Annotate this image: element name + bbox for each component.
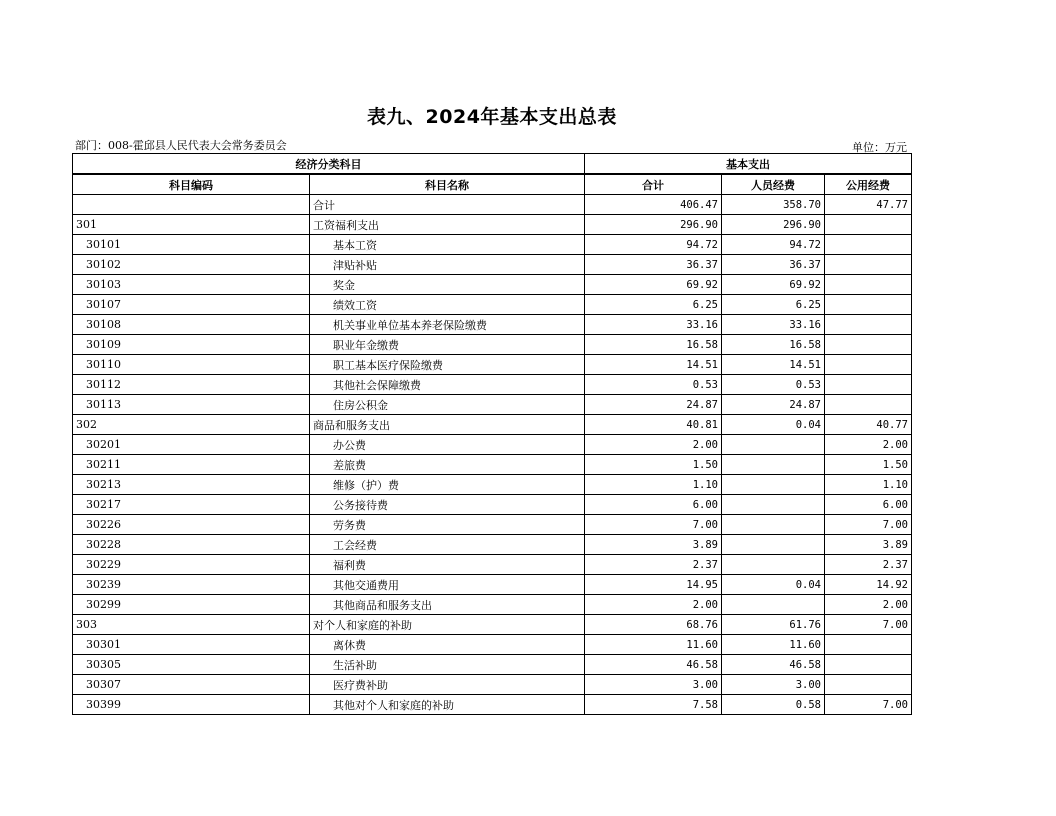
cell-subject-code: 30305 [73, 655, 310, 675]
table-row [73, 235, 912, 255]
header-personnel-expenses: 人员经费 [722, 174, 825, 195]
cell-subject-code: 30201 [73, 435, 310, 455]
table-row [73, 635, 912, 655]
cell-subject-name: 劳务费 [310, 515, 585, 535]
cell-total: 3.00 [585, 675, 722, 695]
cell-total: 40.81 [585, 415, 722, 435]
report-title: 表九、2024年基本支出总表 [367, 106, 617, 128]
header-basic-expenditure: 基本支出 [585, 154, 912, 175]
cell-public-expenses: 40.77 [825, 415, 912, 435]
cell-public-expenses: 2.00 [825, 595, 912, 615]
cell-subject-name: 公务接待费 [310, 495, 585, 515]
cell-total: 46.58 [585, 655, 722, 675]
table-row [73, 335, 912, 355]
cell-subject-name: 离休费 [310, 635, 585, 655]
table-row [73, 315, 912, 335]
cell-total: 406.47 [585, 195, 722, 215]
cell-personnel-expenses: 3.00 [722, 675, 825, 695]
cell-subject-code: 30299 [73, 595, 310, 615]
cell-subject-name: 差旅费 [310, 455, 585, 475]
cell-subject-code: 30226 [73, 515, 310, 535]
cell-public-expenses: 7.00 [825, 515, 912, 535]
table-row [73, 195, 912, 215]
cell-subject-code [73, 195, 310, 215]
header-total: 合计 [585, 174, 722, 195]
cell-public-expenses [825, 635, 912, 655]
table-row [73, 695, 912, 715]
cell-personnel-expenses: 33.16 [722, 315, 825, 335]
cell-public-expenses [825, 375, 912, 395]
cell-personnel-expenses [722, 555, 825, 575]
cell-total: 14.95 [585, 575, 722, 595]
cell-total: 14.51 [585, 355, 722, 375]
cell-public-expenses: 14.92 [825, 575, 912, 595]
table-row [73, 595, 912, 615]
cell-subject-name: 医疗费补助 [310, 675, 585, 695]
cell-subject-code: 30107 [73, 295, 310, 315]
cell-total: 6.25 [585, 295, 722, 315]
cell-total: 3.89 [585, 535, 722, 555]
cell-subject-code: 30211 [73, 455, 310, 475]
cell-subject-code: 30213 [73, 475, 310, 495]
cell-public-expenses: 1.50 [825, 455, 912, 475]
cell-total: 2.37 [585, 555, 722, 575]
cell-total: 2.00 [585, 595, 722, 615]
cell-personnel-expenses [722, 455, 825, 475]
cell-subject-name: 职工基本医疗保险缴费 [310, 355, 585, 375]
cell-subject-name: 职业年金缴费 [310, 335, 585, 355]
cell-personnel-expenses [722, 435, 825, 455]
cell-personnel-expenses: 0.53 [722, 375, 825, 395]
cell-subject-code: 30110 [73, 355, 310, 375]
cell-subject-code: 301 [73, 215, 310, 235]
table-row [73, 295, 912, 315]
cell-subject-name: 基本工资 [310, 235, 585, 255]
cell-public-expenses [825, 675, 912, 695]
cell-public-expenses [825, 275, 912, 295]
table-row [73, 255, 912, 275]
cell-personnel-expenses: 94.72 [722, 235, 825, 255]
table-row [73, 615, 912, 635]
header-public-expenses: 公用经费 [825, 174, 912, 195]
cell-subject-name: 商品和服务支出 [310, 415, 585, 435]
cell-subject-name: 机关事业单位基本养老保险缴费 [310, 315, 585, 335]
table-row [73, 515, 912, 535]
cell-total: 68.76 [585, 615, 722, 635]
cell-subject-name: 合计 [310, 195, 585, 215]
cell-subject-code: 30239 [73, 575, 310, 595]
cell-subject-code: 30229 [73, 555, 310, 575]
cell-personnel-expenses: 36.37 [722, 255, 825, 275]
table-row [73, 495, 912, 515]
cell-personnel-expenses: 296.90 [722, 215, 825, 235]
header-subject-name: 科目名称 [310, 174, 585, 195]
cell-subject-code: 30101 [73, 235, 310, 255]
cell-personnel-expenses: 0.04 [722, 575, 825, 595]
cell-subject-name: 其他对个人和家庭的补助 [310, 695, 585, 715]
cell-public-expenses [825, 295, 912, 315]
cell-total: 94.72 [585, 235, 722, 255]
cell-subject-name: 工资福利支出 [310, 215, 585, 235]
cell-subject-name: 福利费 [310, 555, 585, 575]
cell-public-expenses: 3.89 [825, 535, 912, 555]
cell-total: 0.53 [585, 375, 722, 395]
table-row [73, 215, 912, 235]
table-row [73, 555, 912, 575]
cell-subject-name: 对个人和家庭的补助 [310, 615, 585, 635]
cell-personnel-expenses: 0.04 [722, 415, 825, 435]
header-subject-code: 科目编码 [73, 174, 310, 195]
cell-subject-name: 办公费 [310, 435, 585, 455]
cell-subject-code: 30217 [73, 495, 310, 515]
table-row [73, 575, 912, 595]
cell-personnel-expenses: 24.87 [722, 395, 825, 415]
cell-subject-code: 30103 [73, 275, 310, 295]
cell-public-expenses [825, 255, 912, 275]
cell-subject-name: 其他交通费用 [310, 575, 585, 595]
cell-personnel-expenses [722, 535, 825, 555]
cell-personnel-expenses [722, 595, 825, 615]
cell-total: 7.58 [585, 695, 722, 715]
cell-total: 1.10 [585, 475, 722, 495]
cell-total: 24.87 [585, 395, 722, 415]
cell-subject-code: 302 [73, 415, 310, 435]
table-row [73, 655, 912, 675]
cell-subject-name: 其他商品和服务支出 [310, 595, 585, 615]
cell-subject-name: 住房公积金 [310, 395, 585, 415]
cell-personnel-expenses: 14.51 [722, 355, 825, 375]
cell-personnel-expenses: 358.70 [722, 195, 825, 215]
cell-total: 2.00 [585, 435, 722, 455]
cell-total: 36.37 [585, 255, 722, 275]
cell-total: 1.50 [585, 455, 722, 475]
cell-public-expenses [825, 355, 912, 375]
cell-personnel-expenses: 69.92 [722, 275, 825, 295]
cell-total: 296.90 [585, 215, 722, 235]
table-body [73, 195, 912, 715]
table-row [73, 535, 912, 555]
table-row [73, 355, 912, 375]
cell-public-expenses [825, 655, 912, 675]
cell-personnel-expenses [722, 515, 825, 535]
cell-personnel-expenses: 46.58 [722, 655, 825, 675]
cell-subject-name: 维修（护）费 [310, 475, 585, 495]
cell-subject-code: 30108 [73, 315, 310, 335]
cell-public-expenses: 47.77 [825, 195, 912, 215]
cell-total: 7.00 [585, 515, 722, 535]
cell-public-expenses: 2.37 [825, 555, 912, 575]
cell-subject-name: 津贴补贴 [310, 255, 585, 275]
unit-label: 单位：万元 [852, 141, 907, 154]
cell-public-expenses: 2.00 [825, 435, 912, 455]
cell-public-expenses: 7.00 [825, 695, 912, 715]
cell-subject-code: 30102 [73, 255, 310, 275]
cell-personnel-expenses: 0.58 [722, 695, 825, 715]
cell-subject-code: 30228 [73, 535, 310, 555]
cell-total: 69.92 [585, 275, 722, 295]
cell-subject-code: 30307 [73, 675, 310, 695]
table-row [73, 455, 912, 475]
cell-public-expenses [825, 335, 912, 355]
cell-public-expenses: 7.00 [825, 615, 912, 635]
cell-public-expenses: 1.10 [825, 475, 912, 495]
table-row [73, 275, 912, 295]
cell-public-expenses: 6.00 [825, 495, 912, 515]
cell-personnel-expenses: 11.60 [722, 635, 825, 655]
cell-personnel-expenses: 61.76 [722, 615, 825, 635]
cell-total: 16.58 [585, 335, 722, 355]
cell-subject-code: 30109 [73, 335, 310, 355]
table-row [73, 675, 912, 695]
cell-public-expenses [825, 235, 912, 255]
basic-expenditure-table [72, 153, 912, 715]
cell-subject-code: 30113 [73, 395, 310, 415]
cell-total: 6.00 [585, 495, 722, 515]
cell-subject-name: 奖金 [310, 275, 585, 295]
cell-subject-code: 30399 [73, 695, 310, 715]
table-header [73, 154, 912, 195]
cell-personnel-expenses: 16.58 [722, 335, 825, 355]
table-row [73, 415, 912, 435]
cell-total: 11.60 [585, 635, 722, 655]
cell-public-expenses [825, 315, 912, 335]
cell-public-expenses [825, 215, 912, 235]
header-economic-classification: 经济分类科目 [73, 154, 585, 175]
table-row [73, 395, 912, 415]
cell-subject-code: 30301 [73, 635, 310, 655]
cell-subject-code: 303 [73, 615, 310, 635]
cell-subject-name: 生活补助 [310, 655, 585, 675]
cell-personnel-expenses [722, 495, 825, 515]
table-row [73, 475, 912, 495]
cell-public-expenses [825, 395, 912, 415]
cell-personnel-expenses [722, 475, 825, 495]
cell-personnel-expenses: 6.25 [722, 295, 825, 315]
table-row [73, 375, 912, 395]
cell-total: 33.16 [585, 315, 722, 335]
cell-subject-code: 30112 [73, 375, 310, 395]
cell-subject-name: 工会经费 [310, 535, 585, 555]
department-label: 部门：008-霍邱县人民代表大会常务委员会 [75, 139, 287, 152]
cell-subject-name: 绩效工资 [310, 295, 585, 315]
table-row [73, 435, 912, 455]
cell-subject-name: 其他社会保障缴费 [310, 375, 585, 395]
